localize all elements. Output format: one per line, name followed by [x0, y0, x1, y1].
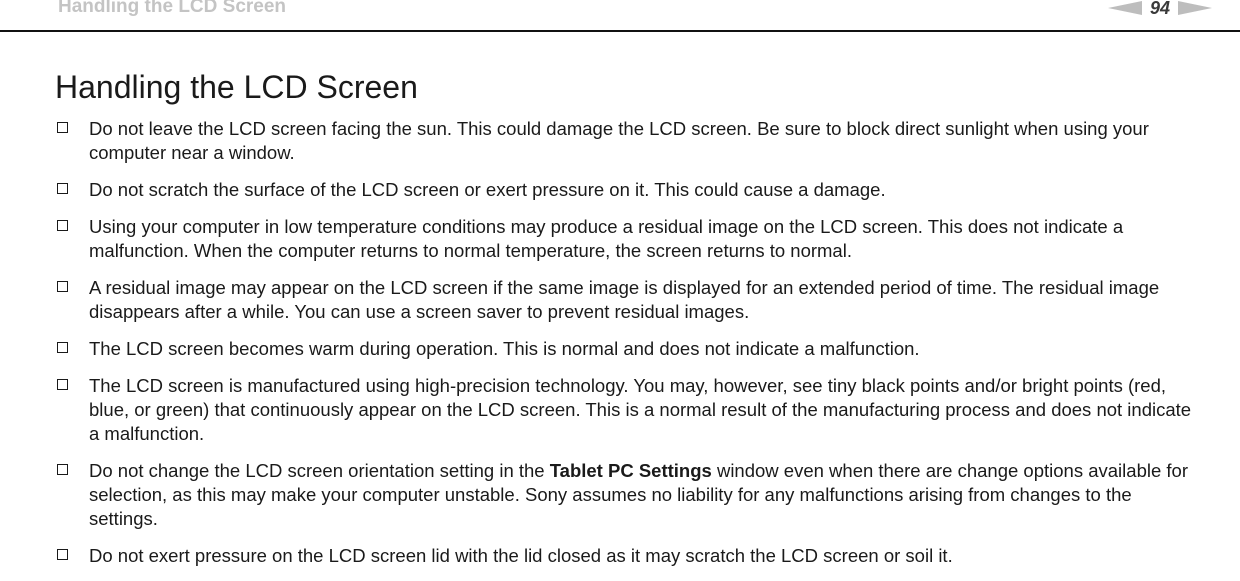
list-item	[55, 374, 1195, 446]
checkbox-icon	[57, 379, 68, 390]
list-item	[55, 544, 1195, 568]
list-item-text: Using your computer in low temperature conditions may produce a residual image on the LCD screen. This does not indicate a malfunction. When the computer returns to normal temperature, the screen returns to normal.	[89, 216, 1124, 261]
list-item	[55, 215, 1195, 263]
checkbox-icon	[57, 464, 68, 475]
header-title: Handling the LCD Screen	[58, 0, 287, 17]
tablet-pc-settings-label: Tablet PC Settings	[549, 460, 712, 481]
list-item-text: The LCD screen is manufactured using high-precision technology. You may, however, see tiny black points and/or bright points (red, blue, or green) that continuously appear on the LCD screen. This is a normal result of the manufacturing process and does not indicate a malfunction.	[89, 375, 1192, 444]
checkbox-icon	[57, 220, 68, 231]
checkbox-icon	[57, 342, 68, 353]
list-item-text	[89, 460, 1188, 529]
list-item	[55, 276, 1195, 324]
checkbox-icon	[57, 281, 68, 292]
checkbox-icon	[57, 183, 68, 194]
header-divider	[0, 30, 1240, 32]
list-item-text: Do not leave the LCD screen facing the sun. This could damage the LCD screen. Be sure to block direct sunlight when using your computer near a window.	[89, 118, 1149, 163]
checkbox-icon	[57, 122, 68, 133]
list-item-text: Do not scratch the surface of the LCD screen or exert pressure on it. This could cause a damage.	[89, 179, 886, 200]
list-item-text-end: window even when there are change options available for selection, as this may make your computer unstable. Sony assumes no liability for any malfunctions arising from changes to the settings.	[89, 460, 1188, 529]
page-number: 94	[1149, 0, 1170, 18]
arrow-left-icon[interactable]	[1108, 1, 1142, 15]
list-item-text: A residual image may appear on the LCD screen if the same image is displayed for an extended period of time. The residual image disappears after a while. You can use a screen saver to prevent residual images.	[89, 277, 1160, 322]
list-item	[55, 337, 1195, 361]
list-item-text: The LCD screen becomes warm during operation. This is normal and does not indicate a malfunction.	[89, 338, 920, 359]
list-item-text: Do not exert pressure on the LCD screen lid with the lid closed as it may scratch the LCD screen or soil it.	[89, 545, 953, 566]
list-item	[55, 178, 1195, 202]
checkbox-icon	[57, 549, 68, 560]
list-item	[55, 459, 1195, 531]
page-header	[0, 0, 1240, 31]
list-item	[55, 117, 1195, 165]
page-navigation	[1108, 0, 1212, 20]
bullet-list	[55, 117, 1195, 581]
page-title: Handling the LCD Screen	[55, 69, 418, 105]
arrow-right-icon[interactable]	[1178, 1, 1212, 15]
list-item-text-start: Do not change the LCD screen orientation setting in the	[89, 460, 550, 481]
